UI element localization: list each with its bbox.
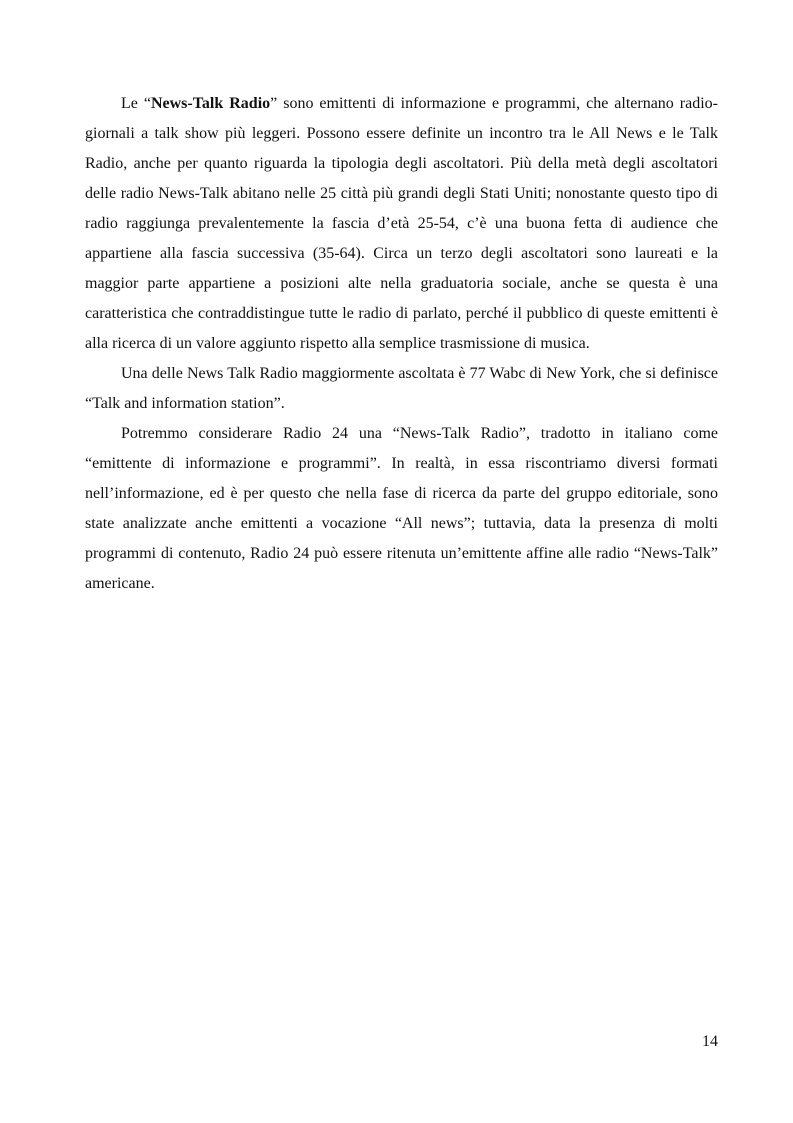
document-body: [85, 89, 718, 599]
paragraph-wabc: Una delle News Talk Radio maggiormente ascoltata è 77 Wabc di New York, che si definisce “Talk and information station”.: [85, 365, 718, 412]
page-number: 14: [702, 1033, 718, 1050]
paragraph-1-text: ” sono emittenti di informazione e programmi, che alternano radio-giornali a talk show più leggeri. Possono essere definite un incontro tra le All News e le Talk Radio, anche per quanto riguarda la tipologia degli ascoltatori. Più della metà degli ascoltatori delle radio News-Talk abitano nelle 25 città più grandi degli Stati Uniti; nonostante questo tipo di radio raggiunga prevalentemente la fascia d’età 25-54, c’è una buona fetta di audience che appartiene alla fascia successiva (35-64). Circa un terzo degli ascoltatori sono laureati e la maggior parte appartiene a posizioni alte nella graduatoria sociale, anche se questa è una caratteristica che contraddistingue tutte le radio di parlato, perché il pubblico di queste emittenti è alla ricerca di un valore aggiunto rispetto alla semplice trasmissione di musica.: [85, 95, 718, 352]
term-news-talk-radio: News-Talk Radio: [150, 95, 271, 112]
paragraph-radio-24: Potremmo considerare Radio 24 una “News-Talk Radio”, tradotto in italiano come “emittente di informazione e programmi”. In realtà, in essa riscontriamo diversi formati nell’informazione, ed è per questo che nella fase di ricerca da parte del gruppo editoriale, sono state analizzate anche emittenti a vocazione “All news”; tuttavia, data la presenza di molti programmi di contenuto, Radio 24 può essere ritenuta un’emittente affine alle radio “News-Talk” americane.: [85, 425, 718, 592]
paragraph-news-talk-definition: [85, 89, 718, 359]
paragraph-1-prefix: Le “: [121, 95, 151, 112]
